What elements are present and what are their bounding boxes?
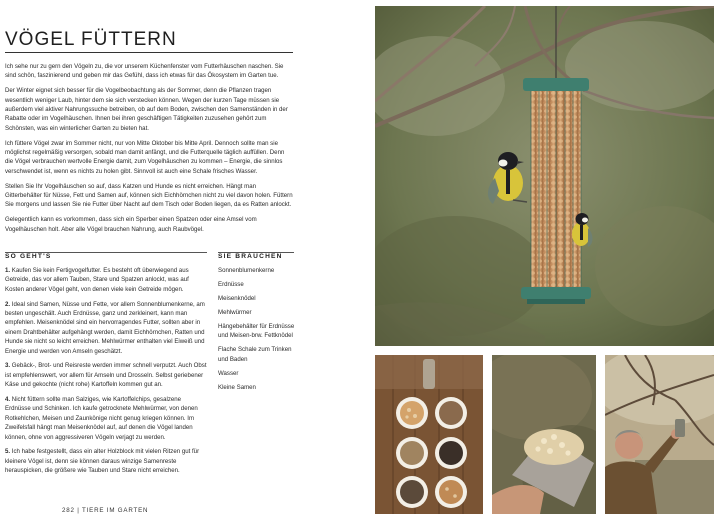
intro-paragraph: Gelegentlich kann es vorkommen, dass sich ein Sperber einen Spatzen oder eine Amsel vom Vogelhäuschen holt. Aber alle Vögel brauchen Nahrung, auch Raubvögel. [5, 216, 257, 233]
step-text: Ich habe festgestellt, dass ein alter Holzblock mit vielen Ritzen gut für kleinere Vögel ist, denn sie können daraus winzige Samenreste herauspicken, die größere wie Tauben und Stare nicht erreichen. [5, 448, 200, 475]
step-number: 3. [5, 362, 11, 370]
page-title: VÖGEL FÜTTERN [5, 29, 177, 50]
step-item [5, 361, 207, 389]
title-rule [5, 52, 293, 53]
step-item [5, 447, 207, 475]
needs-list [218, 266, 298, 397]
needs-item: Sonnenblumenkerne [218, 267, 275, 274]
step-item [5, 395, 207, 442]
needs-item: Hängebehälter für Erdnüsse und Meisen-brw. Fettknödel [218, 323, 295, 340]
step-text: Kaufen Sie kein Fertigvogelfutter. Es besteht oft überwiegend aus Getreide, das vor allem Tauben, Stare und Spatzen anlockt, was auf Kosten anderer Vögel geht, von denen viele kein Getreide mögen. [5, 267, 189, 293]
bowls-of-bird-food-photo [375, 355, 483, 514]
step-item [5, 300, 207, 356]
step-number: 4. [5, 396, 11, 404]
needs-item: Wasser [218, 369, 239, 377]
needs-item: Flache Schale zum Trinken und Baden [218, 346, 292, 363]
needs-item: Erdnüsse [218, 281, 244, 288]
howto-steps [5, 266, 207, 481]
step-number: 2. [5, 300, 11, 308]
step-text: Ideal sind Samen, Nüsse und Fette, vor allem Sonnenblumenkerne, am besten ungeschält. Auch Erdnüsse, ganz und zerkleinert, kann man empfehlen. Meisenknödel sind ein hervorragendes Futter, sollten aber in einem Drahtbehälter aufgehängt werden, damit Eichhörnchen, Ratten und Hunde sie nicht so leicht erreichen. Mehlwürmer enthalten viel Eiweiß und Energie und werden von Amseln geschätzt. [5, 300, 205, 355]
man-hanging-feeder-photo [605, 355, 714, 514]
intro-text [5, 62, 293, 239]
intro-paragraph: Ich füttere Vögel zwar im Sommer nicht, nur von Mitte Oktober bis Mitte April. Dennoch sollte man sie möglichst regelmäßig versorgen, sobald man damit anfängt, und die Futterquelle täglich auffüllen. Denn die Vögel verbrauchen wertvolle Energie damit, zum Vogelhäuschen zu kommen – Energie, die sinnlos verschwendet ist, wenn es nichts zu holen gibt. Sinnvoll ist auch eine Schale frisches Wasser. [5, 139, 285, 175]
step-text: Nicht füttern sollte man Salziges, wie Kartoffelchips, gesalzene Erdnüsse und Schinken. Ich kaufe getrocknete Mehlwürmer, von denen Rotkehlchen, Meisen und Zaunkönige nicht genug kriegen können. Im Zweifelsfall hängt man Meisenknödel auf, auf denen die Vögel landen können, ohne von aggressiveren Vögeln verjagt zu werden. [5, 396, 198, 441]
scoop-of-seeds-photo [492, 355, 596, 514]
intro-paragraph: Der Winter eignet sich besser für die Vogelbeobachtung als der Sommer, denn die Pflanzen tragen wesentlich weniger Laub, hinter dem sie sich verstecken können. Wegen der kurzen Tage müssen sie außerdem viel aktiver Nahrungssuche betreiben, ob auf dem Boden, zwischen den Samenständen in der Rabatte oder im Vogelhäuschen. Ihnen bei ihren geschäftigen Tätigkeiten zuzusehen gehört zum Schönsten, was ein winterlicher Garten zu bieten hat. [5, 87, 288, 132]
needs-heading: SIE BRAUCHEN [218, 253, 283, 260]
howto-heading: SO GEHT'S [5, 253, 52, 260]
needs-item: Kleine Samen [218, 383, 256, 391]
step-text: Gebäck-, Brot- und Reisreste werden immer schnell verputzt. Auch Obst ist empfehlenswert, vor allem für Amseln und Drosseln. Selbst geriebener Käse und gekochte (nicht rohe) Kartoffeln kommen gut an. [5, 362, 207, 389]
step-number: 5. [5, 448, 11, 456]
needs-item: Mehlwürmer [218, 309, 252, 316]
needs-item: Meisenknödel [218, 295, 256, 302]
intro-paragraph: Stellen Sie Ihr Vogelhäuschen so auf, dass Katzen und Hunde es nicht erreichen. Hängt man Gitterbehälter für Nüsse, Fett und Samen auf, können sich Eichhörnchen nicht zu viel davon holen. Füttern Sie morgens und lassen Sie nie Futter über Nacht auf dem Tisch oder Boden liegen, da es Ratten anlockt. [5, 182, 293, 209]
step-number: 1. [5, 267, 11, 274]
step-item [5, 266, 207, 294]
intro-paragraph: Ich sehe nur zu gern den Vögeln zu, die vor unserem Küchenfenster vom Futterhäuschen naschen. Sie sind schön, faszinierend und geben mir das Gefühl, dass ich etwas für das Ökosystem im Garten tue. [5, 63, 284, 80]
birds-at-peanut-feeder-photo [375, 6, 714, 346]
page-folio: 282 | TIERE IM GARTEN [62, 507, 149, 514]
